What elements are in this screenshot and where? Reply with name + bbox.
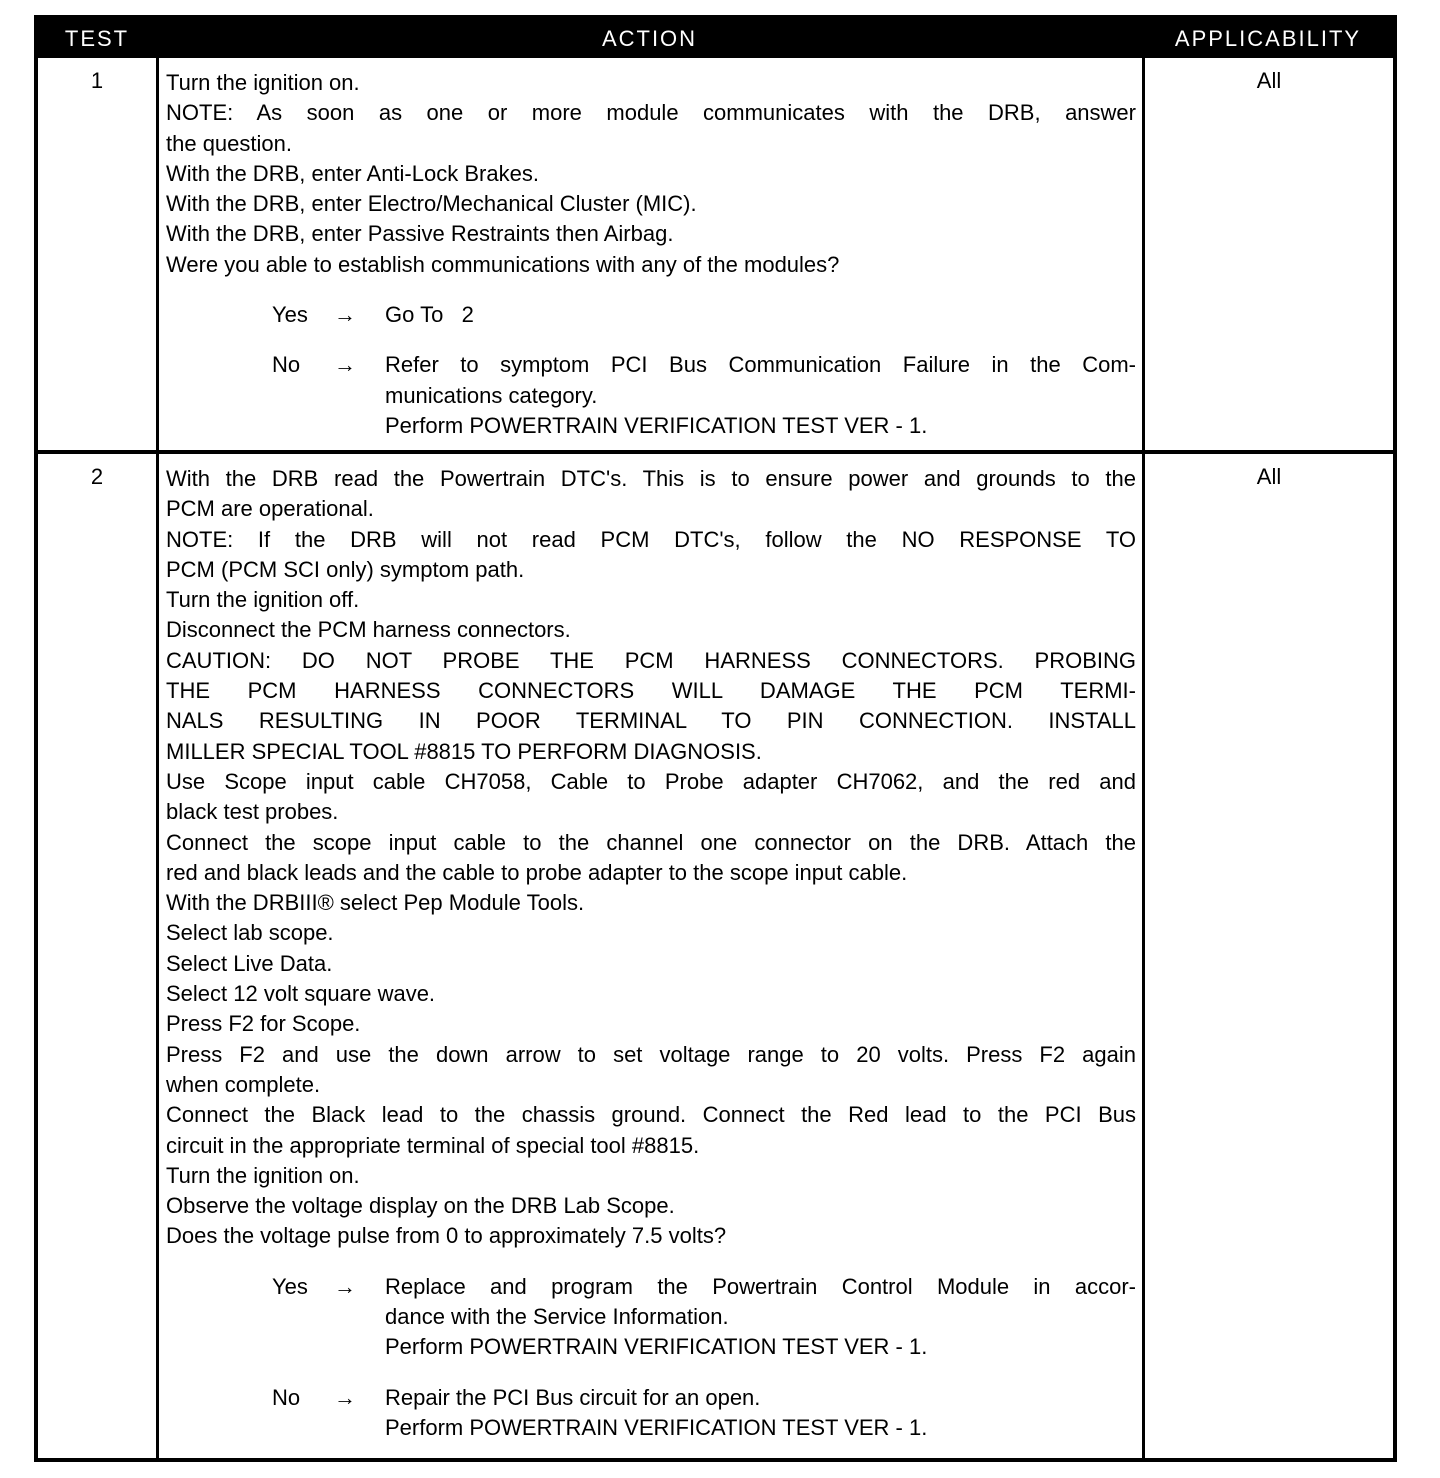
answer-result [385, 350, 1136, 441]
action-line: PCM are operational. [166, 496, 374, 522]
answer-result [385, 300, 1136, 330]
table-header [38, 19, 1393, 58]
result-line: Perform POWERTRAIN VERIFICATION TEST VER - 1. [385, 1414, 928, 1440]
action-line: when complete. [166, 1071, 321, 1097]
test-number: 1 [90, 68, 104, 93]
action-line: With the DRB read the Powertrain DTC's. This is to ensure power and grounds to the [166, 466, 1136, 491]
table-row-test-1 [38, 58, 1393, 454]
action-line: the question. [166, 130, 292, 156]
answer-result [385, 1272, 1136, 1363]
answer-no [166, 1383, 1136, 1444]
result-line: munications category. [385, 382, 598, 408]
answer-label: Yes [272, 302, 308, 328]
action-cell [166, 464, 1136, 1443]
action-line: Connect the Black lead to the chassis ground. Connect the Red lead to the PCI Bus [166, 1102, 1136, 1128]
right-arrow-icon: → [334, 1273, 356, 1299]
action-line: Turn the ignition off. [166, 587, 360, 613]
action-line: Turn the ignition on. [166, 70, 360, 95]
answer-list [166, 1272, 1136, 1443]
answer-label: No [272, 1384, 301, 1410]
result-line: dance with the Service Information. [385, 1304, 729, 1330]
action-cell [166, 68, 1136, 441]
action-line: Press F2 for Scope. [166, 1011, 361, 1037]
action-line: PCM (PCM SCI only) symptom path. [166, 556, 525, 582]
table-row-test-2 [38, 454, 1393, 1458]
action-line: CAUTION: DO NOT PROBE THE PCM HARNESS CONNECTORS. PROBING [166, 647, 1136, 673]
action-line: Select 12 volt square wave. [166, 981, 436, 1007]
action-line: Select Live Data. [166, 950, 333, 976]
action-line: MILLER SPECIAL TOOL #8815 TO PERFORM DIAGNOSIS. [166, 738, 762, 764]
test-number: 2 [90, 464, 104, 489]
result-line: Perform POWERTRAIN VERIFICATION TEST VER - 1. [385, 1334, 928, 1360]
right-arrow-icon: → [334, 352, 356, 378]
action-line: black test probes. [166, 799, 339, 825]
header-action: ACTION [601, 26, 698, 51]
action-line: With the DRB, enter Anti-Lock Brakes. [166, 160, 539, 186]
diagnostic-test-table [34, 15, 1397, 1462]
action-line: THE PCM HARNESS CONNECTORS WILL DAMAGE THE PCM TERMI- [166, 678, 1136, 704]
action-line: With the DRBIII® select Pep Module Tools. [166, 890, 585, 916]
header-applicability: APPLICABILITY [1174, 26, 1362, 51]
action-line: Use Scope input cable CH7058, Cable to Probe adapter CH7062, and the red and [166, 768, 1136, 794]
action-line: With the DRB, enter Passive Restraints then Airbag. [166, 221, 674, 247]
right-arrow-icon: → [334, 302, 356, 328]
result-line: Go To 2 [385, 302, 474, 328]
answer-result [385, 1383, 1136, 1444]
action-line: NALS RESULTING IN POOR TERMINAL TO PIN CONNECTION. INSTALL [166, 708, 1136, 734]
action-line: With the DRB, enter Electro/Mechanical Cluster (MIC). [166, 191, 697, 217]
action-line: red and black leads and the cable to probe adapter to the scope input cable. [166, 859, 908, 885]
answer-yes [166, 1272, 1136, 1363]
action-line: Disconnect the PCM harness connectors. [166, 617, 571, 643]
answer-no [166, 350, 1136, 441]
header-test: TEST [64, 26, 130, 51]
action-line: Turn the ignition on. [166, 1162, 360, 1188]
answer-yes [166, 300, 1136, 330]
result-line: Perform POWERTRAIN VERIFICATION TEST VER - 1. [385, 412, 928, 438]
action-line: Select lab scope. [166, 920, 334, 946]
action-line: Were you able to establish communications with any of the modules? [166, 251, 840, 277]
result-line: Replace and program the Powertrain Control Module in accor- [385, 1273, 1136, 1299]
right-arrow-icon: → [334, 1384, 356, 1410]
result-line: Refer to symptom PCI Bus Communication Failure in the Com- [385, 352, 1136, 378]
action-line: Does the voltage pulse from 0 to approximately 7.5 volts? [166, 1223, 727, 1249]
applicability-cell: All [1256, 464, 1282, 489]
action-line: Observe the voltage display on the DRB Lab Scope. [166, 1193, 675, 1219]
answer-label: No [272, 352, 301, 378]
action-line: NOTE: If the DRB will not read PCM DTC's, follow the NO RESPONSE TO [166, 526, 1136, 552]
action-line: Connect the scope input cable to the channel one connector on the DRB. Attach the [166, 829, 1136, 855]
applicability-cell: All [1256, 68, 1282, 93]
result-line: Repair the PCI Bus circuit for an open. [385, 1384, 761, 1410]
answer-label: Yes [272, 1273, 308, 1299]
action-line: Press F2 and use the down arrow to set voltage range to 20 volts. Press F2 again [166, 1041, 1136, 1067]
action-line: NOTE: As soon as one or more module communicates with the DRB, answer [166, 100, 1136, 126]
answer-list [166, 300, 1136, 441]
action-line: circuit in the appropriate terminal of special tool #8815. [166, 1132, 700, 1158]
